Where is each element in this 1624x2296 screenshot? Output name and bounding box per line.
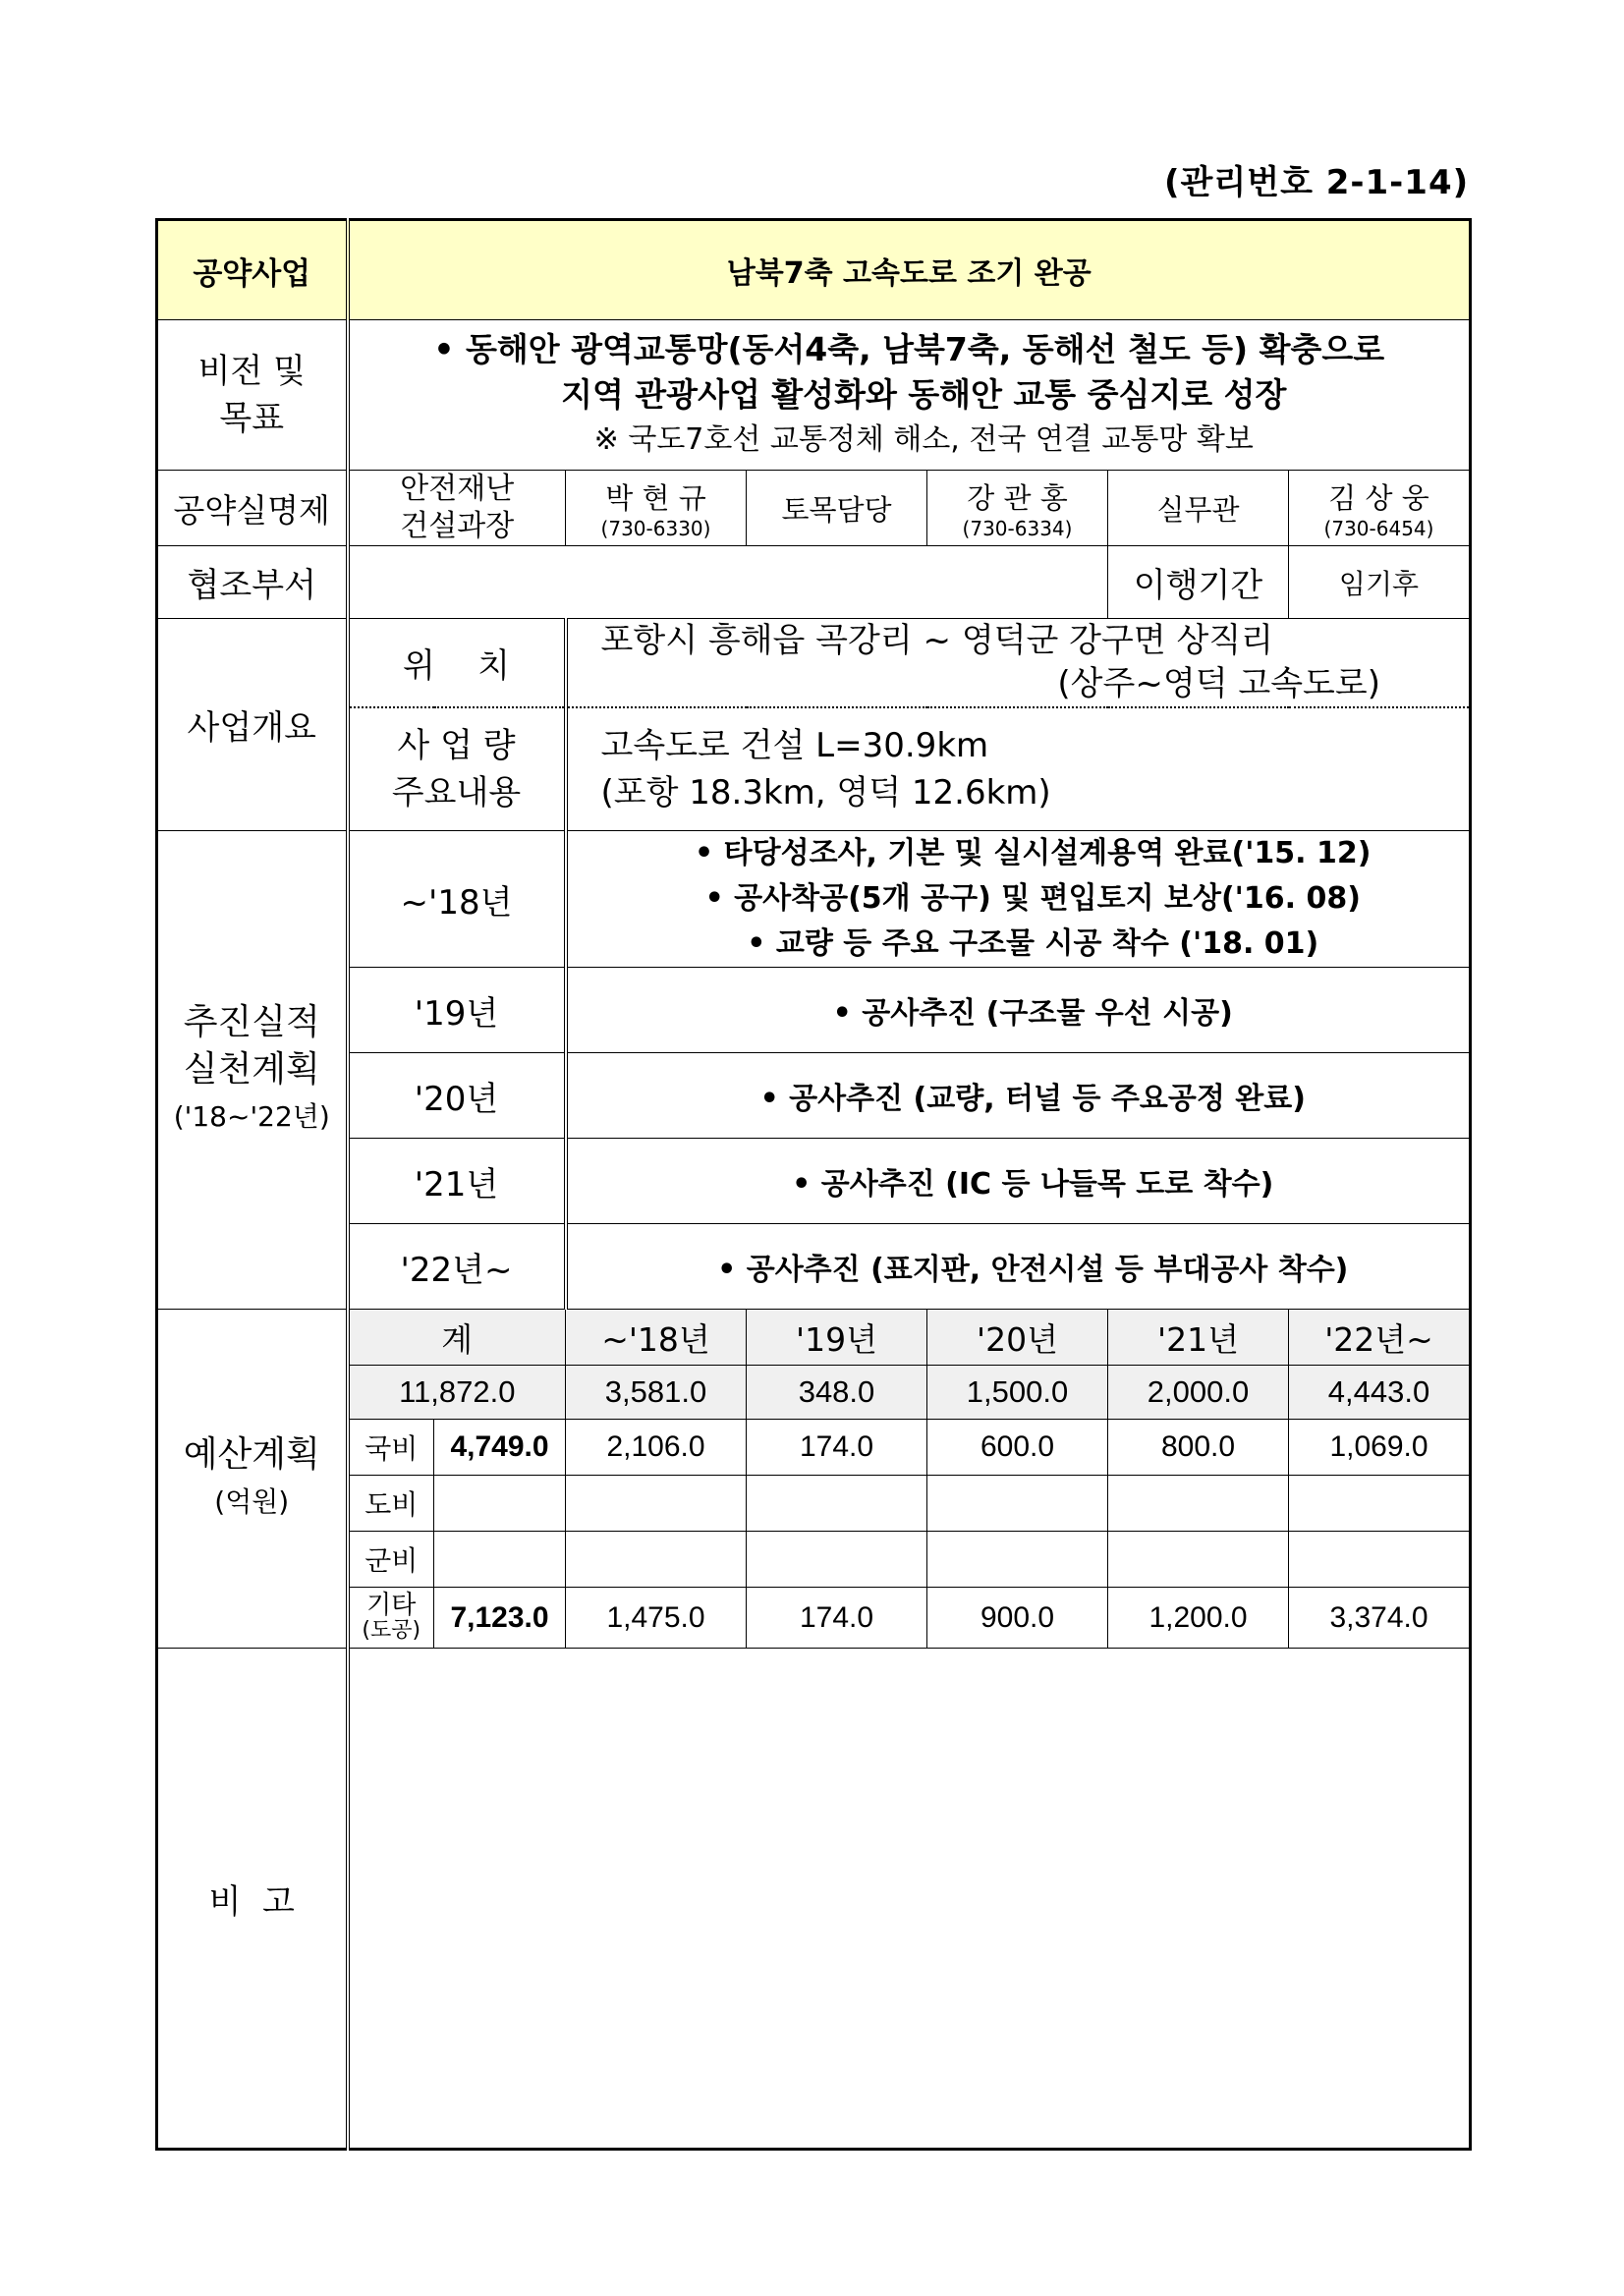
progress-item: • 교량 등 주요 구조물 시공 착수 ('18. 01) xyxy=(747,926,1319,961)
progress-item: • 공사추진 (표지판, 안전시설 등 부대공사 착수) xyxy=(566,1224,1471,1310)
responsible-person1 xyxy=(566,471,747,546)
budget-cell xyxy=(566,1532,747,1588)
progress-year: '22년~ xyxy=(348,1224,566,1310)
remarks-value xyxy=(348,1649,1471,2150)
vision-bullet-line1: • 동해안 광역교통망(동서4축, 남북7축, 동해선 철도 등) 확충으로 xyxy=(433,330,1385,368)
budget-cell: 800.0 xyxy=(1108,1420,1289,1476)
budget-total-cell: 4,443.0 xyxy=(1289,1366,1471,1420)
location-line1: 포항시 흥해읍 곡강리 ~ 영덕군 강구면 상직리 xyxy=(600,621,1274,661)
person1-name: 박 현 규 xyxy=(605,480,706,515)
vision-bullet-line2: 지역 관광사업 활성화와 동해안 교통 중심지로 성장 xyxy=(561,375,1287,414)
progress-item: • 공사추진 (구조물 우선 시공) xyxy=(566,968,1471,1053)
volume-line2: (포항 18.3km, 영덕 12.6km) xyxy=(600,772,1051,812)
responsible-person3 xyxy=(1289,471,1471,546)
pledge-table xyxy=(155,218,1472,2151)
budget-label-line2: (억원) xyxy=(214,1485,290,1518)
budget-header-cell: '21년 xyxy=(1108,1310,1289,1366)
progress-label-line1: 추진실적 xyxy=(183,1002,320,1042)
person2-phone: (730-6334) xyxy=(962,516,1073,540)
responsible-dept-line2: 건설과장 xyxy=(400,509,515,543)
progress-item: • 공사추진 (교량, 터널 등 주요공정 완료) xyxy=(566,1053,1471,1139)
budget-cell: 1,475.0 xyxy=(566,1588,747,1649)
budget-row-name: 도비 xyxy=(348,1476,434,1532)
budget-total-cell: 348.0 xyxy=(747,1366,927,1420)
budget-label xyxy=(157,1310,348,1649)
person1-phone: (730-6330) xyxy=(600,516,711,540)
budget-cell xyxy=(1108,1476,1289,1532)
budget-total-cell: 11,872.0 xyxy=(348,1366,566,1420)
budget-header-cell: '20년 xyxy=(927,1310,1108,1366)
volume-label-line2: 주요내용 xyxy=(391,772,522,812)
budget-header-cell: '19년 xyxy=(747,1310,927,1366)
progress-item: • 공사추진 (IC 등 나들목 도로 착수) xyxy=(566,1139,1471,1224)
person3-name: 김 상 웅 xyxy=(1328,480,1429,515)
remarks-label: 비 고 xyxy=(157,1649,348,2150)
budget-cell: 900.0 xyxy=(927,1588,1108,1649)
vision-content xyxy=(348,320,1471,471)
vision-label-line2: 목표 xyxy=(219,399,285,438)
cooperation-value xyxy=(348,546,1108,619)
budget-cell xyxy=(927,1476,1108,1532)
responsible-dept xyxy=(348,471,566,546)
budget-row-name-line2: (도공) xyxy=(362,1617,421,1643)
volume-label xyxy=(348,707,566,831)
overview-label: 사업개요 xyxy=(157,619,348,831)
progress-year: '21년 xyxy=(348,1139,566,1224)
budget-total-cell: 2,000.0 xyxy=(1108,1366,1289,1420)
progress-item: • 타당성조사, 기본 및 실시설계용역 완료('15. 12) xyxy=(695,836,1372,870)
responsible-role2: 토목담당 xyxy=(747,471,927,546)
responsible-role3: 실무관 xyxy=(1108,471,1289,546)
budget-row-sum xyxy=(434,1532,566,1588)
progress-items xyxy=(566,831,1471,968)
progress-year: ~'18년 xyxy=(348,831,566,968)
budget-cell: 3,374.0 xyxy=(1289,1588,1471,1649)
budget-cell xyxy=(1289,1476,1471,1532)
management-number: (관리번호 2-1-14) xyxy=(1164,163,1470,202)
person2-name: 강 관 홍 xyxy=(967,480,1068,515)
cooperation-label: 협조부서 xyxy=(157,546,348,619)
budget-total-cell: 3,581.0 xyxy=(566,1366,747,1420)
budget-header-cell: '22년~ xyxy=(1289,1310,1471,1366)
person3-phone: (730-6454) xyxy=(1323,516,1434,540)
budget-cell xyxy=(566,1476,747,1532)
progress-label-line3: ('18~'22년) xyxy=(173,1100,330,1133)
budget-cell xyxy=(747,1476,927,1532)
location-value xyxy=(566,619,1471,707)
volume-label-line1: 사 업 량 xyxy=(397,725,516,765)
responsible-dept-line1: 안전재난 xyxy=(400,472,515,506)
budget-cell: 1,200.0 xyxy=(1108,1588,1289,1649)
budget-row-name xyxy=(348,1588,434,1649)
responsible-person2 xyxy=(927,471,1108,546)
budget-label-line1: 예산계획 xyxy=(183,1434,320,1475)
responsible-label: 공약실명제 xyxy=(157,471,348,546)
budget-cell xyxy=(927,1532,1108,1588)
budget-header-cell: ~'18년 xyxy=(566,1310,747,1366)
progress-label-line2: 실천계획 xyxy=(183,1049,320,1090)
progress-label xyxy=(157,831,348,1310)
budget-cell: 174.0 xyxy=(747,1588,927,1649)
budget-total-cell: 1,500.0 xyxy=(927,1366,1108,1420)
budget-row-name-line1: 기타 xyxy=(366,1590,417,1620)
vision-note: ※ 국도7호선 교통정체 해소, 전국 연결 교통망 확보 xyxy=(593,422,1254,457)
progress-item: • 공사착공(5개 공구) 및 편입토지 보상('16. 08) xyxy=(704,881,1361,916)
budget-cell: 1,069.0 xyxy=(1289,1420,1471,1476)
budget-row-name: 군비 xyxy=(348,1532,434,1588)
budget-cell xyxy=(1289,1532,1471,1588)
budget-header-cell: 계 xyxy=(348,1310,566,1366)
location-line2: (상주~영덕 고속도로) xyxy=(1057,664,1380,704)
volume-value xyxy=(566,707,1471,831)
vision-label xyxy=(157,320,348,471)
budget-cell: 600.0 xyxy=(927,1420,1108,1476)
pledge-label: 공약사업 xyxy=(157,220,348,320)
progress-year: '20년 xyxy=(348,1053,566,1139)
vision-label-line1: 비전 및 xyxy=(197,352,306,391)
pledge-title: 남북7축 고속도로 조기 완공 xyxy=(348,220,1471,320)
budget-cell: 174.0 xyxy=(747,1420,927,1476)
budget-row-sum: 7,123.0 xyxy=(434,1588,566,1649)
budget-row-sum xyxy=(434,1476,566,1532)
budget-cell xyxy=(1108,1532,1289,1588)
period-value: 임기후 xyxy=(1289,546,1471,619)
volume-line1: 고속도로 건설 L=30.9km xyxy=(600,725,989,765)
period-label: 이행기간 xyxy=(1108,546,1289,619)
budget-row-sum: 4,749.0 xyxy=(434,1420,566,1476)
budget-cell: 2,106.0 xyxy=(566,1420,747,1476)
progress-year: '19년 xyxy=(348,968,566,1053)
budget-cell xyxy=(747,1532,927,1588)
location-label: 위 치 xyxy=(348,619,566,707)
budget-row-name: 국비 xyxy=(348,1420,434,1476)
